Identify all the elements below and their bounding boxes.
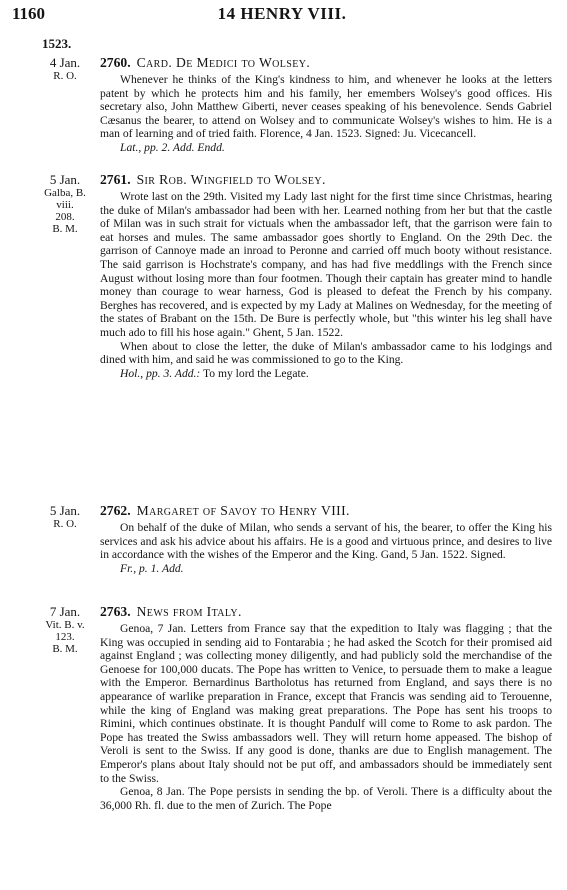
page-header	[12, 4, 552, 28]
entry-body	[100, 55, 552, 155]
entry-title-text: News from Italy.	[136, 604, 242, 619]
entry-number: 2763.	[100, 604, 131, 619]
entry-paragraph: Wrote last on the 29th. Visited my Lady last night for the first time since Christmas, hearing the duke of Milan's ambassador had been with her. Learned nothing from her but that the castle of Milan was in such strait for victuals when the ambassador left, that the garrison were fain to eat horses and mules. The same ambassador goes shortly to England. On the 29th Dec. the garrison of Cannoye made an inroad to Peronne and carried off much booty without resistance. The said garrison is Hochstrate's company, and has had five meddlings with the French since August without losing more than four footmen. Though their captain has greater mind to handle money than courage to wear harness, God is pleased to defeat the French by his company. Berghes has recovered, and is expected by my Lady at Malines on Wednesday, for the meeting of the states of Brabant on the 15th. De Bure is perfectly whole, but "this winter his leg shall have much ado to fill his hose again." Ghent, 5 Jan. 1522.	[100, 190, 552, 339]
entry-number: 2762.	[100, 503, 131, 518]
entry-reference: R. O.	[53, 70, 77, 82]
entry-note-italic: Hol., pp. 3. Add.:	[120, 366, 201, 380]
entry-title-text: Card. De Medici to Wolsey.	[136, 55, 311, 70]
entry-note-text: To my lord the Legate.	[203, 366, 309, 380]
entry-note	[120, 562, 552, 576]
entry-number: 2760.	[100, 55, 131, 70]
entry-note-italic: Lat., pp. 2. Add. Endd.	[120, 140, 225, 154]
entry-date: 5 Jan.	[49, 172, 81, 187]
entry-title	[100, 55, 552, 71]
entry-reference: B. M.	[52, 223, 78, 235]
entry-title	[100, 172, 552, 188]
entry-reference: Vit. B. v.	[45, 619, 85, 631]
entry-reference: 123.	[55, 631, 75, 643]
entry-title	[100, 503, 552, 519]
entry-body	[100, 604, 552, 812]
entry-body	[100, 172, 552, 380]
entry-reference: 208.	[55, 211, 75, 223]
entry-reference: Galba, B. viii.	[44, 187, 86, 211]
entry-number: 2761.	[100, 172, 131, 187]
entry-margin	[34, 55, 96, 82]
running-title: 14 HENRY VIII.	[217, 4, 347, 23]
entry-body	[100, 503, 552, 575]
entry-date: 5 Jan.	[49, 503, 81, 518]
year-heading: 1523.	[42, 36, 72, 51]
entry-note	[120, 367, 552, 381]
entry-title	[100, 604, 552, 620]
entry-margin	[34, 604, 96, 655]
entry-paragraph: Genoa, 8 Jan. The Pope persists in sending the bp. of Veroli. There is a difficulty about the 36,000 Rh. fl. due to the men of Zurich. The Pope	[100, 785, 552, 812]
entry-margin	[34, 172, 96, 235]
entry-note	[120, 141, 552, 155]
entry-note-italic: Fr., p. 1. Add.	[120, 561, 184, 575]
entry-reference: R. O.	[53, 518, 77, 530]
entry-reference: B. M.	[52, 643, 78, 655]
entry-date: 4 Jan.	[49, 55, 81, 70]
entry-paragraph: Genoa, 7 Jan. Letters from France say that the expedition to Italy was flagging ; that the King was occupied in sending aid to Fontarabia ; he had asked the Scotch for their promised aid against England ; was collecting money diligently, and had publicly sold the merchandise of the Genoese for 100,000 ducats. The Pope has written to Venice, to persuade them to make a league with the Emperor. Bernardinus Bartholotus has returned from England, and says there is no appearance of warlike preparation in France, except that Francis was sending aid to Terouenne, while the king of England was making great preparations. The Pope has sent his troops to Rimini, which continues obstinate. It is thought Pandulf will come to Rome to ask pardon. The Pope has treated the Swiss ambassadors well. They will return home appeased. The bishop of Veroli is sent to the Swiss. If any good is done, thanks are due to English management. The Emperor's plans about Italy should not be put off, and ambassadors should be immediately sent to the Swiss.	[100, 622, 552, 785]
entry-margin	[34, 503, 96, 530]
entry-title-text: Sir Rob. Wingfield to Wolsey.	[136, 172, 326, 187]
entry-paragraph: On behalf of the duke of Milan, who sends a servant of his, the bearer, to offer the King his services and ask his advice about his affairs. He is a good and virtuous prince, and desires to live in accordance with the wishes of the Emperor and the King. Gand, 5 Jan. 1522. Signed.	[100, 521, 552, 562]
entry-paragraph: When about to close the letter, the duke of Milan's ambassador came to his lodgings and dined with him, and said he was commissioned to go to the King.	[100, 339, 552, 367]
entry-paragraph: Whenever he thinks of the King's kindness to him, and whenever he looks at the letters patent by which he protects him and his family, her emembers Wolsey's good offices. His secretary also, John Matthew Giberti, never ceases speaking of his benevolence. Sends Gabriel Cæsanus the bearer, to attend on Wolsey and to communicate Wolsey's wishes to him. He is a man of learning and of tried faith. Florence, 4 Jan. 1523. Signed: Ju. Vicecancell.	[100, 73, 552, 141]
page-number: 1160	[12, 4, 46, 23]
entry-date: 7 Jan.	[49, 604, 81, 619]
entry-title-text: Margaret of Savoy to Henry VIII.	[136, 503, 350, 518]
